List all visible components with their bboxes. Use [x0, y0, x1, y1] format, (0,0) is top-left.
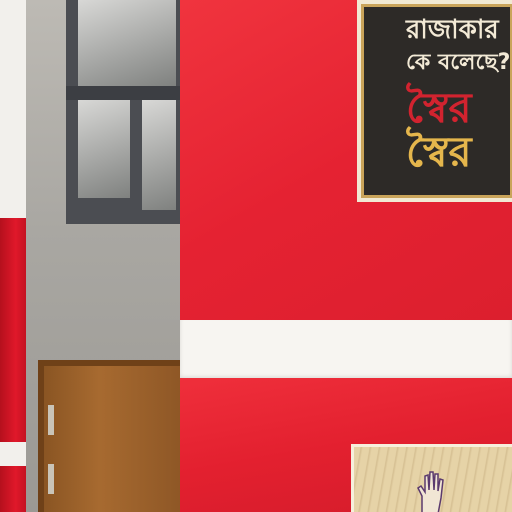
door-hinge	[48, 464, 54, 494]
left-banner-red-section	[0, 218, 26, 442]
wooden-door	[38, 360, 182, 512]
poster-line-4: স্বৈর	[406, 127, 472, 176]
window-mullion	[66, 86, 180, 100]
window-pane	[78, 0, 176, 86]
door-hinge	[48, 405, 54, 435]
white-banner-stripe	[180, 320, 512, 380]
left-banner-red-section-lower	[0, 466, 26, 512]
window-pane	[142, 100, 176, 210]
window-pane	[78, 100, 130, 198]
framed-poster	[357, 0, 512, 202]
poster-line-1: রাজাকার	[406, 15, 499, 45]
poster-panel	[361, 4, 512, 198]
poster-line-3: স্বৈর	[406, 83, 472, 132]
poster-line-2: কে বলেছে?	[406, 50, 511, 75]
raised-hand-icon	[414, 470, 450, 512]
